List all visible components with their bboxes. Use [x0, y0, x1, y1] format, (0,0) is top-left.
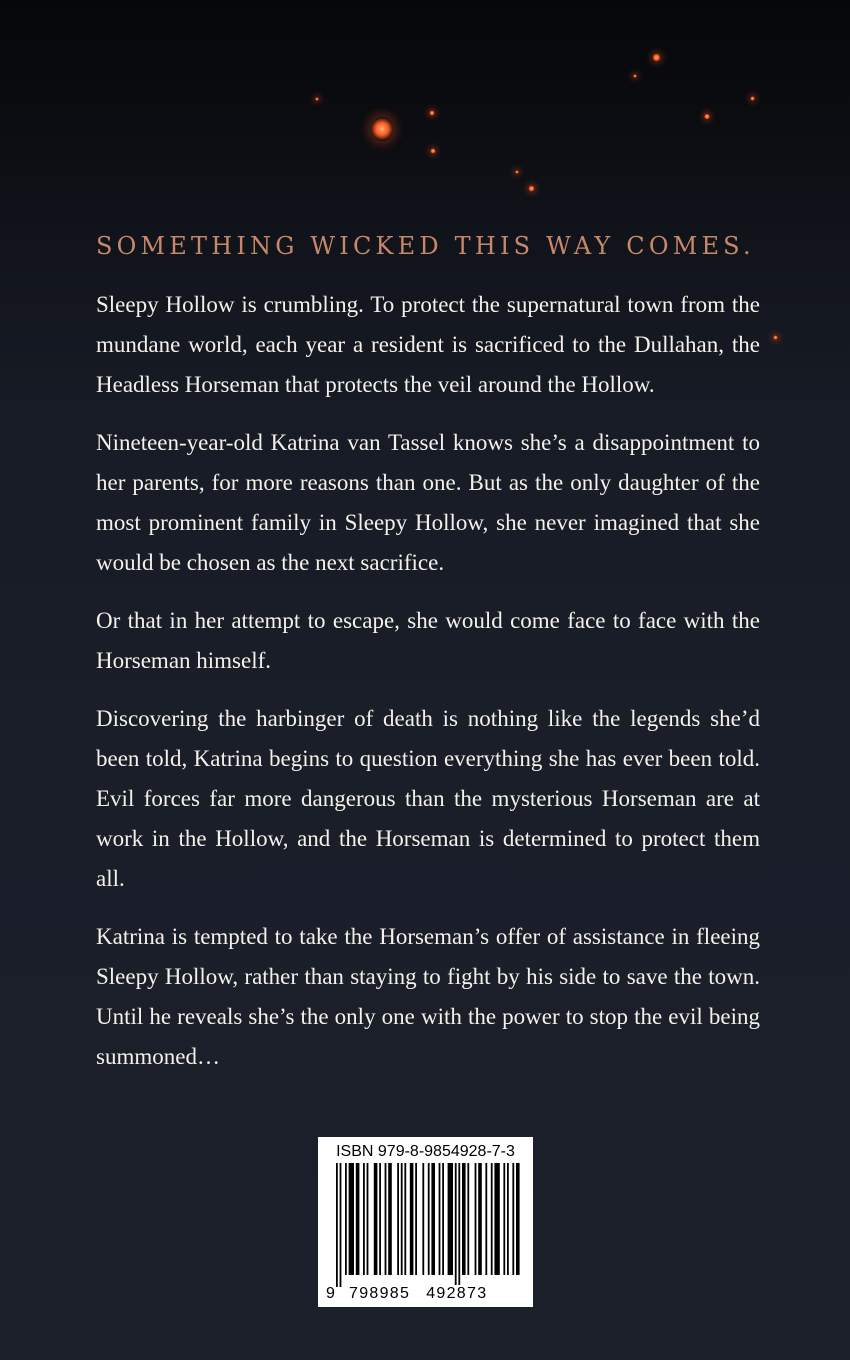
barcode-bar — [340, 1163, 342, 1287]
barcode-bar — [363, 1163, 365, 1275]
ember-decoration — [371, 117, 393, 141]
barcode-bar — [385, 1163, 387, 1275]
barcode-bar — [503, 1163, 505, 1275]
barcode-bar — [478, 1163, 482, 1275]
tagline: SOMETHING WICKED THIS WAY COMES. — [96, 232, 755, 260]
ember-decoration — [430, 148, 436, 154]
barcode-bar — [428, 1163, 430, 1275]
ember-decoration — [652, 53, 661, 62]
blurb-paragraph: Sleepy Hollow is crumbling. To protect the supernatural town from the mundane world, each year a resident is sacrificed to the Dullahan, the Headless Horseman that protects the veil around the Hollow. — [96, 292, 760, 397]
barcode-bar — [485, 1163, 487, 1275]
blurb-paragraph: Or that in her attempt to escape, she would come face to face with the Horseman himself. — [96, 608, 760, 673]
barcode-bar — [379, 1163, 381, 1275]
barcode-bar — [491, 1163, 493, 1275]
barcode-bar — [448, 1163, 453, 1275]
ember-decoration — [315, 97, 319, 101]
barcode-bar — [458, 1163, 460, 1287]
blurb-paragraph: Katrina is tempted to take the Horseman’s offer of assistance in fleeing Sleepy Hollow, rather than staying to fight by his side to save the town. Until he reveals she’s the only one with the power to stop the evil being summoned… — [96, 924, 760, 1069]
barcode-bar — [388, 1163, 392, 1275]
barcode-bars — [326, 1163, 526, 1283]
barcode-bar — [404, 1163, 406, 1275]
barcode-bar — [431, 1163, 435, 1275]
barcode-bar — [345, 1163, 347, 1275]
ember-decoration — [528, 185, 535, 192]
barcode-bar — [442, 1163, 444, 1275]
barcode-bar — [336, 1163, 338, 1287]
barcode-bar — [475, 1163, 477, 1275]
ember-decoration — [515, 170, 519, 174]
barcode-bar — [367, 1163, 369, 1275]
barcode-bar — [507, 1163, 509, 1275]
ember-decoration — [704, 113, 710, 120]
barcode-bar — [439, 1163, 441, 1275]
blurb-paragraph: Nineteen-year-old Katrina van Tassel knows she’s a disappointment to her parents, for more reasons than one. But as the only daughter of the most prominent family in Sleepy Hollow, she never imagined that she would be chosen as the next sacrifice. — [96, 430, 760, 575]
barcode-bar — [462, 1163, 466, 1275]
barcode-bar — [374, 1163, 378, 1275]
barcode-bar — [356, 1163, 360, 1275]
barcode-bar — [467, 1163, 469, 1275]
barcode-left-digits: 798985 — [346, 1285, 413, 1303]
barcode-bar — [349, 1163, 354, 1275]
barcode-digits — [326, 1285, 526, 1303]
barcode-bar — [415, 1163, 417, 1275]
barcode-right-digits: 492873 — [423, 1285, 490, 1303]
barcode-bar — [397, 1163, 399, 1275]
ember-decoration — [633, 74, 637, 78]
barcode-lead-digit: 9 — [326, 1285, 335, 1302]
barcode-bar — [401, 1163, 403, 1275]
barcode-bar — [410, 1163, 414, 1275]
isbn-barcode — [318, 1137, 533, 1307]
barcode-bar — [422, 1163, 424, 1275]
ember-decoration — [773, 335, 778, 340]
ember-decoration — [429, 110, 435, 116]
blurb-paragraph: Discovering the harbinger of death is nothing like the legends she’d been told, Katrina begins to question everything she has ever been told. Evil forces far more dangerous than the mysterious Horseman are at work in the Hollow, and the Horseman is determined to protect them all. — [96, 706, 760, 891]
isbn-label: ISBN 979-8-9854928-7-3 — [336, 1143, 515, 1160]
barcode-bar — [455, 1163, 457, 1287]
blurb — [96, 285, 760, 1095]
barcode-bar — [512, 1163, 514, 1275]
barcode-bar — [516, 1163, 520, 1275]
ember-decoration — [750, 96, 755, 101]
barcode-bar — [494, 1163, 499, 1275]
